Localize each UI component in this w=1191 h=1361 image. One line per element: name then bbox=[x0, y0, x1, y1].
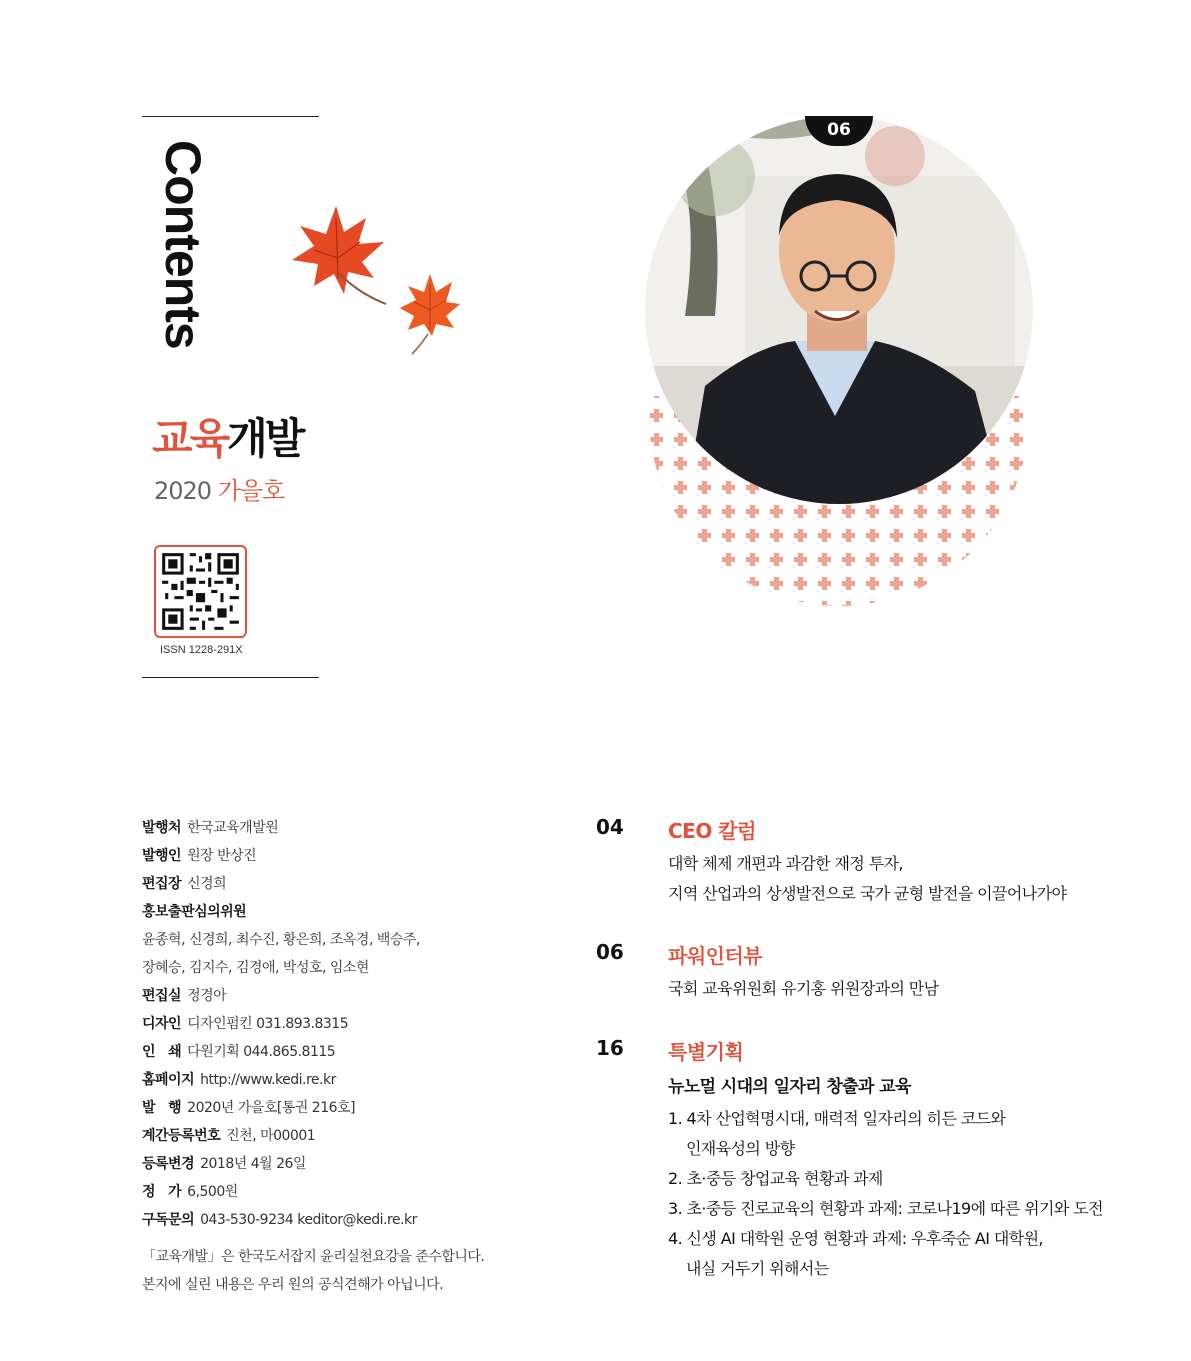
toc-line: 국회 교육위원회 유기홍 위원장과의 만남 bbox=[668, 979, 939, 998]
toc-line: 대학 체제 개편과 과감한 재정 투자, bbox=[668, 854, 903, 873]
colophon-value: 6,500원 bbox=[187, 1184, 238, 1200]
colophon-value: 신경희 bbox=[187, 876, 227, 892]
colophon-value: 043-530-9234 keditor@kedi.re.kr bbox=[200, 1212, 417, 1228]
interview-portrait bbox=[645, 116, 1033, 616]
colophon-row bbox=[142, 1178, 562, 1206]
toc-entry-06[interactable] bbox=[596, 940, 1116, 1000]
colophon-key: 발행처 bbox=[142, 820, 182, 836]
colophon-row bbox=[142, 1066, 562, 1094]
toc-line: 4. 신생 AI 대학원 운영 현황과 과제: 우후죽순 AI 대학원, bbox=[668, 1229, 1043, 1248]
colophon-value: 디자인펌킨 031.893.8315 bbox=[187, 1016, 349, 1032]
note-line: 본지에 실린 내용은 우리 원의 공식견해가 아닙니다. bbox=[142, 1277, 444, 1293]
colophon-key: 홈페이지 bbox=[142, 1072, 195, 1088]
toc-line: 3. 초·중등 진로교육의 현황과 과제: 코로나19에 따른 위기와 도전 bbox=[668, 1199, 1103, 1218]
toc-line: 2. 초·중등 창업교육 현황과 과제 bbox=[668, 1169, 883, 1188]
toc-entry-04[interactable] bbox=[596, 815, 1116, 903]
toc-section-title: 파워인터뷰 bbox=[668, 944, 763, 968]
colophon-value: 다원기획 044.865.8115 bbox=[187, 1044, 336, 1060]
issue-season: 가을호 bbox=[217, 477, 285, 505]
colophon-key: 편집실 bbox=[142, 988, 182, 1004]
colophon-key: 계간등록번호 bbox=[142, 1128, 221, 1144]
contents-heading: Contents bbox=[155, 140, 211, 349]
colophon-row bbox=[142, 814, 562, 842]
toc-line: 지역 산업과의 상생발전으로 국가 균형 발전을 이끌어나가야 bbox=[668, 884, 1067, 903]
toc-subtitle: 뉴노멀 시대의 일자리 창출과 교육 bbox=[668, 1077, 911, 1097]
maple-leaf-large-icon bbox=[288, 198, 388, 306]
top-rule bbox=[142, 116, 319, 117]
toc-line: 내실 거두기 위해서는 bbox=[668, 1259, 829, 1278]
magazine-title-rest: 개발 bbox=[227, 414, 303, 463]
toc-section-title: 특별기획 bbox=[668, 1040, 744, 1064]
colophon-key: 정 가 bbox=[142, 1184, 182, 1200]
bottom-rule bbox=[142, 677, 319, 678]
toc-line: 인재육성의 방향 bbox=[668, 1139, 795, 1158]
colophon-key: 디자인 bbox=[142, 1016, 182, 1032]
colophon-value: 진천, 마00001 bbox=[226, 1128, 316, 1144]
note-line: 「교육개발」은 한국도서잡지 윤리실천요강을 준수합니다. bbox=[142, 1249, 485, 1265]
issue-label bbox=[154, 479, 284, 503]
colophon-value: 2018년 4월 26일 bbox=[200, 1156, 306, 1172]
colophon-row bbox=[142, 1038, 562, 1066]
colophon-key: 편집장 bbox=[142, 876, 182, 892]
colophon-row bbox=[142, 1094, 562, 1122]
colophon-key: 홍보출판심의위원 bbox=[142, 904, 247, 920]
colophon-key: 발행인 bbox=[142, 848, 182, 864]
magazine-title bbox=[152, 414, 303, 463]
magazine-title-accent: 교육 bbox=[152, 414, 228, 463]
colophon-row bbox=[142, 842, 562, 870]
colophon-row bbox=[142, 1010, 562, 1038]
colophon-row bbox=[142, 1206, 562, 1234]
colophon-value: 장혜승, 김지수, 김경애, 박성호, 임소현 bbox=[142, 960, 369, 976]
colophon-key: 인 쇄 bbox=[142, 1044, 182, 1060]
qr-code-icon[interactable] bbox=[154, 545, 247, 638]
colophon-row bbox=[142, 926, 562, 954]
colophon-row bbox=[142, 982, 562, 1010]
colophon-value: 윤종혁, 신경희, 최수진, 황은희, 조옥경, 백승주, bbox=[142, 932, 420, 948]
colophon-key: 발 행 bbox=[142, 1100, 182, 1116]
issue-year: 2020 bbox=[154, 477, 212, 505]
colophon-value: 한국교육개발원 bbox=[187, 820, 279, 836]
publication-notes bbox=[142, 1243, 484, 1299]
issn-label: ISSN 1228-291X bbox=[160, 644, 243, 656]
toc-entry-16[interactable] bbox=[596, 1036, 1116, 1276]
colophon bbox=[142, 814, 562, 1234]
page-badge: 06 bbox=[805, 116, 873, 146]
colophon-value: 2020년 가을호[통권 216호] bbox=[187, 1100, 356, 1116]
maple-leaf-small-icon bbox=[398, 270, 462, 356]
toc-line: 1. 4차 산업혁명시대, 매력적 일자리의 히든 코드와 bbox=[668, 1109, 1006, 1128]
colophon-row bbox=[142, 954, 562, 982]
colophon-value[interactable]: http://www.kedi.re.kr bbox=[200, 1072, 336, 1088]
colophon-key: 구독문의 bbox=[142, 1212, 195, 1228]
colophon-row bbox=[142, 898, 562, 926]
toc-page-number: 16 bbox=[596, 1036, 624, 1060]
colophon-key: 등록변경 bbox=[142, 1156, 195, 1172]
colophon-row bbox=[142, 1150, 562, 1178]
colophon-row bbox=[142, 1122, 562, 1150]
toc-page-number: 04 bbox=[596, 815, 624, 839]
toc-section-title: CEO 칼럼 bbox=[668, 819, 756, 843]
colophon-row bbox=[142, 870, 562, 898]
toc-page-number: 06 bbox=[596, 940, 624, 964]
colophon-value: 정경아 bbox=[187, 988, 227, 1004]
colophon-value: 원장 반상진 bbox=[187, 848, 257, 864]
